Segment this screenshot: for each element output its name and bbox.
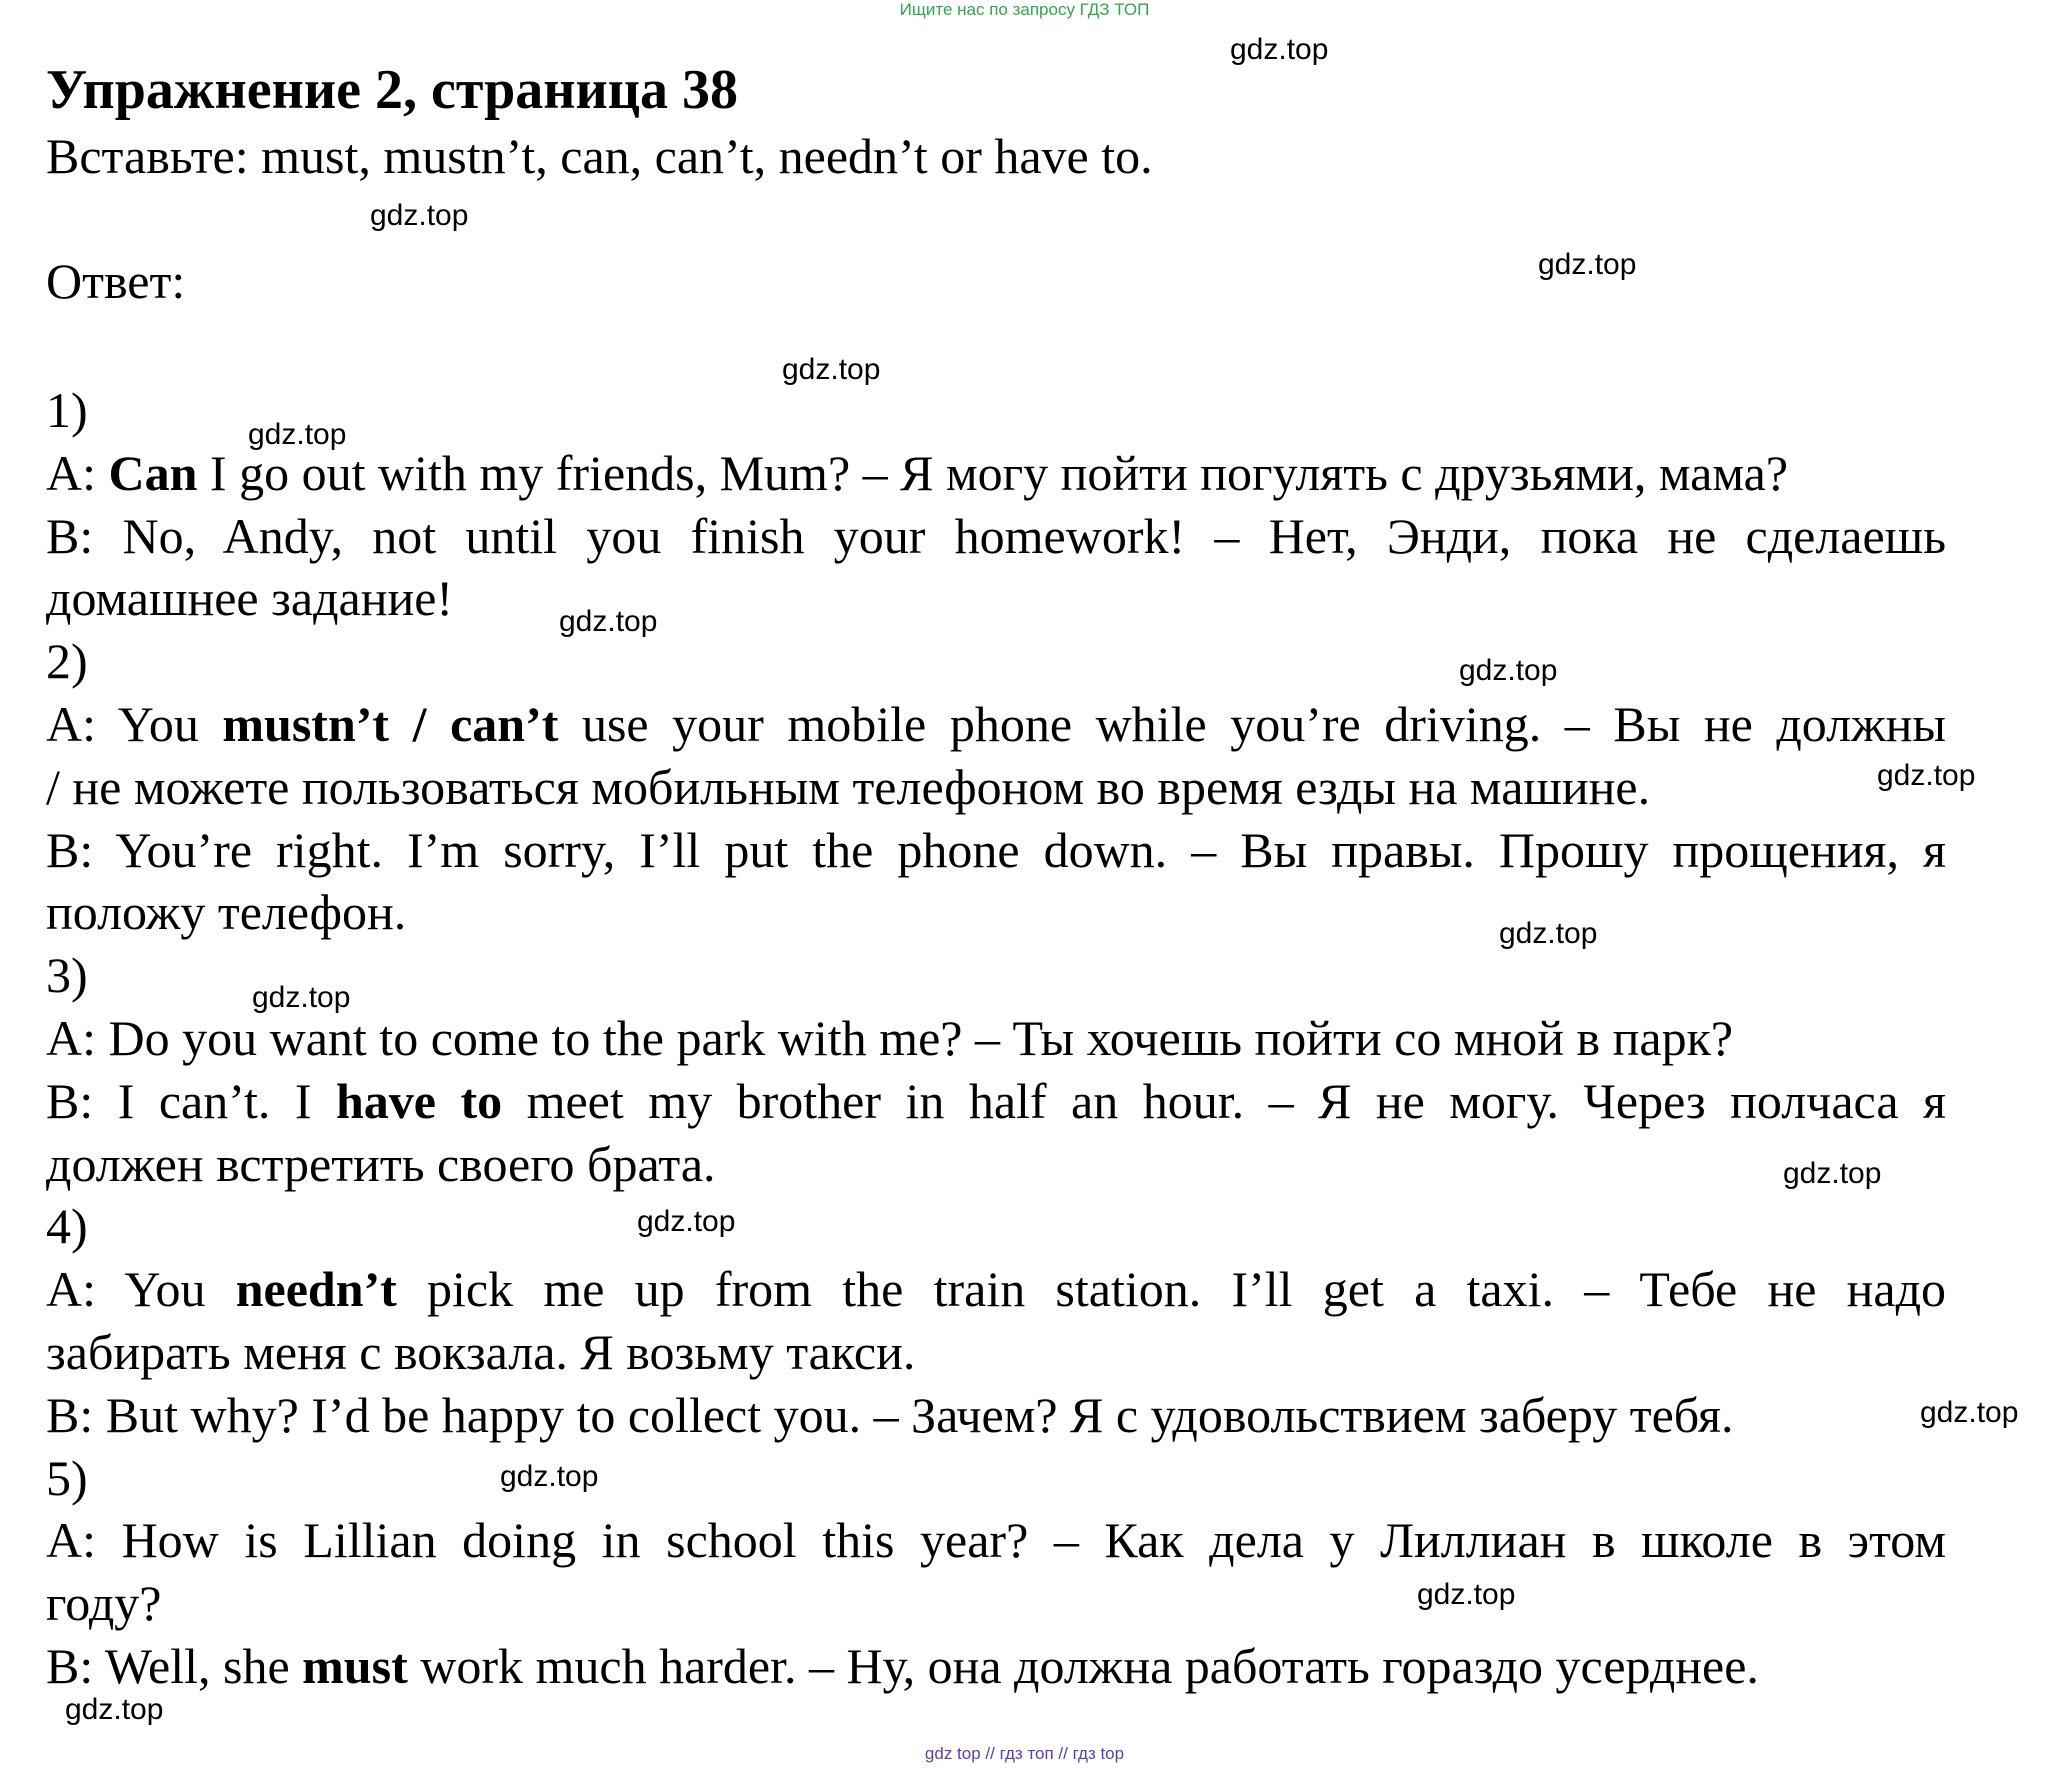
answer-word: must bbox=[302, 1637, 408, 1694]
watermark: gdz.top bbox=[1230, 33, 1329, 66]
page-title: Упражнение 2, страница 38 bbox=[46, 59, 739, 121]
dialog-line-a: A: Do you want to come to the park with me? – Ты хочешь пойти со мной в парк? bbox=[46, 1009, 1734, 1066]
search-banner: Ищите нас по запросу ГДЗ ТОП bbox=[899, 0, 1150, 19]
watermark: gdz.top bbox=[1538, 248, 1637, 281]
dialog-line-b-cont: домашнее задание! bbox=[46, 570, 454, 627]
dialog-line-b: B: You’re right. I’m sorry, I’ll put the phone down. – Вы правы. Прошу прощения, я bbox=[46, 821, 1946, 878]
watermark: gdz.top bbox=[559, 605, 658, 638]
dialog-line-b: B: No, Andy, not until you finish your homework! – Нет, Энди, пока не сделаешь bbox=[46, 507, 1946, 564]
item-number: 4) bbox=[46, 1198, 88, 1255]
dialog-line-b: B: But why? I’d be happy to collect you. – Зачем? Я с удовольствием заберу тебя. bbox=[46, 1386, 1734, 1443]
dialog-line-a-cont: забирать меня с вокзала. Я возьму такси. bbox=[46, 1323, 916, 1380]
item-number: 2) bbox=[46, 633, 88, 690]
watermark: gdz.top bbox=[1920, 1396, 2019, 1429]
dialog-line-b: B: Well, she must work much harder. – Ну, она должна работать гораздо усерднее. bbox=[46, 1637, 1759, 1694]
watermark: gdz.top bbox=[637, 1205, 736, 1238]
task-instructions: Вставьте: must, mustn’t, can, can’t, needn’t or have to. bbox=[46, 128, 1153, 184]
footer-links: gdz top // гдз топ // гдз top bbox=[924, 1744, 1125, 1763]
answer-body bbox=[46, 379, 1946, 1698]
item-number: 5) bbox=[46, 1449, 88, 1506]
answer-word: have to bbox=[335, 1072, 503, 1129]
watermark: gdz.top bbox=[1877, 759, 1976, 792]
watermark: gdz.top bbox=[65, 1693, 164, 1726]
dialog-line-a: A: You needn’t pick me up from the train station. I’ll get a taxi. – Тебе не надо bbox=[46, 1261, 1946, 1318]
watermark: gdz.top bbox=[500, 1460, 599, 1493]
dialog-line-a: A: How is Lillian doing in school this year? – Как дела у Лиллиан в школе в этом bbox=[46, 1512, 1946, 1569]
dialog-line-a: A: Can I go out with my friends, Mum? – Я могу пойти погулять с друзьями, мама? bbox=[46, 444, 1789, 501]
answer-word: Can bbox=[108, 444, 198, 501]
answer-word: mustn’t / can’t bbox=[222, 695, 559, 752]
watermark: gdz.top bbox=[1783, 1157, 1882, 1190]
watermark: gdz.top bbox=[248, 418, 347, 451]
watermark: gdz.top bbox=[252, 981, 351, 1014]
dialog-line-b-cont: должен встретить своего брата. bbox=[46, 1135, 716, 1192]
watermark: gdz.top bbox=[1459, 654, 1558, 687]
answer-label: Ответ: bbox=[46, 253, 186, 309]
item-number: 1) bbox=[46, 382, 88, 438]
dialog-line-a: A: You mustn’t / can’t use your mobile phone while you’re driving. – Вы не должны bbox=[46, 695, 1946, 752]
answer-word: needn’t bbox=[235, 1261, 397, 1318]
dialog-line-a-cont: / не можете пользоваться мобильным телефоном во время езды на машине. bbox=[46, 758, 1651, 815]
item-number: 3) bbox=[46, 947, 88, 1004]
dialog-line-b-cont: положу телефон. bbox=[46, 884, 407, 941]
watermark: gdz.top bbox=[1417, 1578, 1516, 1611]
watermark: gdz.top bbox=[1499, 917, 1598, 950]
watermark: gdz.top bbox=[782, 353, 881, 386]
dialog-line-a-cont: году? bbox=[46, 1575, 162, 1632]
dialog-line-b: B: I can’t. I have to meet my brother in half an hour. – Я не могу. Через полчаса я bbox=[46, 1072, 1946, 1129]
watermark: gdz.top bbox=[370, 199, 469, 232]
